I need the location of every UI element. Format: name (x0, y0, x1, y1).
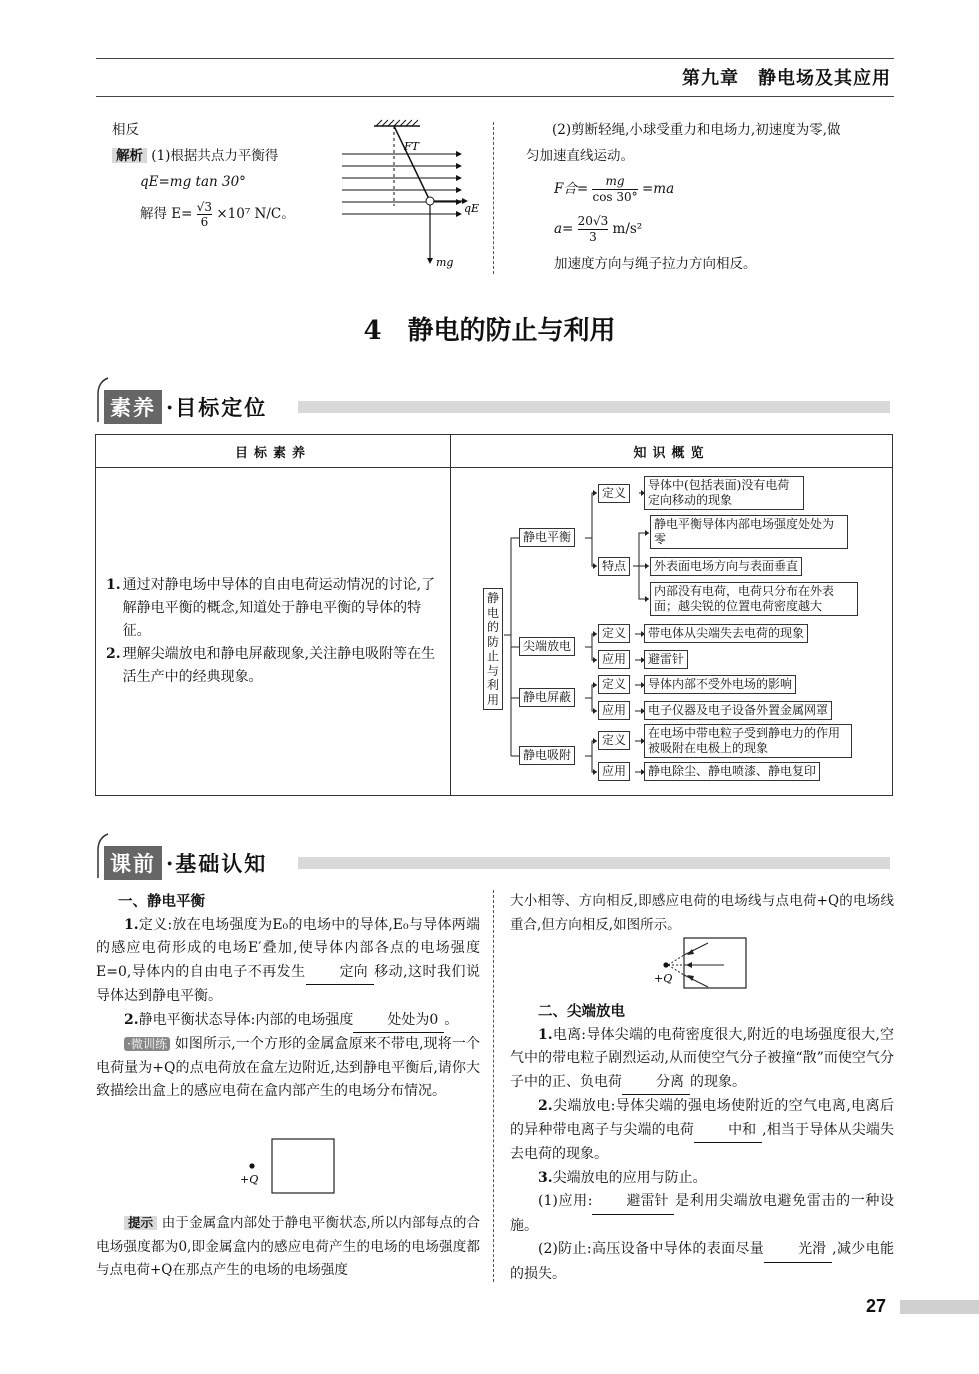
box-figure-left (236, 1136, 340, 1198)
mindmap-b4: 静电吸附 (519, 746, 575, 765)
section-heading-1: 一、静电平衡 (118, 893, 205, 910)
prev-right-eq2 (554, 214, 642, 245)
band1-tag: 素养 (104, 390, 162, 424)
force-diagram (330, 116, 490, 276)
goal-2-text: 理解尖端放电和静电屏蔽现象,关注静电吸附等在生活生产中的经典现象。 (122, 646, 436, 685)
mindmap-b1-f1: 静电平衡导体内部电场强度处处为零 (650, 515, 848, 549)
right-p5 (510, 1238, 894, 1286)
left-p1-blank: 定向 (306, 961, 374, 986)
chapter-title: 第九章 静电场及其应用 (682, 68, 891, 88)
header-top-rule (96, 58, 894, 59)
r3-den: cos 30° (592, 190, 638, 204)
mindmap-b2-def: 定义 (598, 624, 630, 643)
mindmap-b3: 静电屏蔽 (519, 688, 575, 707)
left-p1-num: 1. (124, 916, 139, 933)
prev-text-l1: 相反 (112, 122, 139, 138)
band2-text: ·基础认知 (166, 851, 268, 876)
hint-block (96, 1212, 480, 1283)
right-p4-b: 是利用尖端放电避免雷击的一种设施。 (510, 1193, 894, 1234)
right-top-text (510, 890, 894, 937)
left-p3-text: 如图所示,一个方形的金属盒原来不带电,现将一个电荷量为+Q的点电荷放在盒左边附近,达到静电平衡后,请你大致描绘出盒上的感应电荷在盒内部产生的电场分布情况。 (96, 1036, 480, 1099)
right-p3 (510, 1167, 894, 1191)
right-fig-q: +Q (654, 972, 673, 985)
mindmap-b1-def-text: 导体中(包括表面)没有电荷定向移动的现象 (644, 476, 804, 510)
goal-1-text: 通过对静电场中导体的自由电荷运动情况的讨论,了解静电平衡的概念,知道处于静电平衡的导体的特征。 (122, 577, 436, 639)
right-p3-text: 尖端放电的应用与防止。 (552, 1169, 707, 1186)
mindmap-b1-f2: 外表面电场方向与表面垂直 (650, 557, 802, 576)
goal-1-num: 1. (106, 577, 121, 593)
prev-analysis-line (112, 144, 278, 168)
left-column (96, 890, 480, 1104)
right-p1 (510, 1024, 894, 1096)
prev-result-b: ×10⁷ N/C。 (216, 206, 295, 222)
r4-den: 3 (589, 230, 597, 244)
right-p1-blank: 分离 (622, 1071, 690, 1096)
mindmap-b1-f3: 内部没有电荷，电荷只分布在外表面；越尖锐的位置电荷密度越大 (650, 582, 858, 616)
right-p1-a: 电离:导体尖端的电荷密度很大,附近的电场强度很大,空气中的带电粒子剧烈运动,从而使空气分子被撞“散”而使空气分子中的正、负电荷 (510, 1026, 894, 1090)
r4-num: 20√3 (577, 214, 609, 228)
r3-a: F合= (554, 181, 589, 197)
prev-right-l1: (2)剪断轻绳,小球受重力和电场力,初速度为零,做 (552, 122, 841, 138)
footer-bar (900, 1300, 979, 1314)
micro-training-tag: ·微训练 (124, 1037, 170, 1051)
header-bottom-rule (96, 96, 894, 97)
r3-fraction (592, 174, 637, 205)
mindmap-b4-def-text: 在电场中带电粒子受到静电力的作用被吸附在电极上的现象 (644, 724, 852, 758)
mg-label: mg (436, 256, 454, 269)
left-p2 (96, 1009, 480, 1034)
right-p2-blank: 中和 (694, 1119, 762, 1144)
r4-a: a= (554, 221, 574, 237)
left-p1 (96, 914, 480, 1009)
page-number: 27 (866, 1296, 887, 1316)
mindmap-b4-app-text: 静电除尘、静电喷漆、静电复印 (644, 762, 820, 781)
right-p1-b: 的现象。 (690, 1073, 746, 1090)
mindmap-b1-feat: 特点 (598, 557, 630, 576)
mindmap-b2-app: 应用 (598, 650, 630, 669)
prev-right-l5: 加速度方向与绳子拉力方向相反。 (554, 256, 757, 272)
mindmap-b3-def: 定义 (598, 675, 630, 694)
left-p2-a: 静电平衡状态导体:内部的电场强度 (138, 1011, 354, 1028)
analysis-tag: 解析 (112, 148, 147, 163)
mindmap-b1: 静电平衡 (519, 528, 575, 547)
prev-right-eq1 (554, 174, 674, 205)
left-p2-num: 2. (124, 1011, 139, 1028)
band2-tag: 课前 (104, 846, 162, 880)
goals-cell (96, 468, 451, 796)
goal-1 (106, 574, 442, 643)
prev-result-a: 解得 E= (140, 206, 193, 222)
prev-fraction (197, 200, 212, 229)
right-p5-a: (2)防止:高压设备中导体的表面尽量 (538, 1241, 765, 1257)
mindmap-b4-def: 定义 (598, 731, 630, 750)
right-p1-num: 1. (538, 1026, 553, 1043)
band1-text: ·目标定位 (166, 395, 268, 420)
right-p5-b: ,减少电能的损失。 (510, 1241, 894, 1282)
hint-paragraph (96, 1212, 480, 1283)
band1-bar (298, 401, 890, 413)
mindmap-b2-def-text: 带电体从尖端失去电荷的现象 (644, 624, 808, 643)
r4-fraction (578, 214, 609, 245)
mindmap-root: 静电的防止与利用 (483, 588, 503, 710)
hint-text: 由于金属盒内部处于静电平衡状态,所以内部每点的合电场强度都为0,即金属盒内的感应电荷产生的电场的电场强度都与点电荷+Q在那点产生的电场的电场强度 (96, 1215, 480, 1278)
left-p1-a: 定义:放在电场强度为E₀的电场中的导体,E₀与导体两端的感应电荷形成的电场E′叠加,使导体内部各点的电场强度E=0,导体内的自由电子不再发生 (96, 916, 480, 980)
right-p2-num: 2. (538, 1098, 553, 1114)
band2-bar (298, 857, 890, 869)
prev-equation: qE=mg tan 30° (140, 174, 246, 190)
right-p3-num: 3. (538, 1169, 553, 1186)
table-header-goals: 目标素养 (96, 435, 451, 468)
mindmap-b2: 尖端放电 (519, 637, 575, 656)
right-p4-blank: 避雷针 (592, 1190, 674, 1215)
prev-result (140, 200, 295, 229)
right-p0: 大小相等、方向相反,即感应电荷的电场线与点电荷+Q的电场线重合,但方向相反,如图所示。 (510, 893, 894, 933)
right-p5-blank: 光滑 (764, 1238, 832, 1263)
mindmap-b4-app: 应用 (598, 762, 630, 781)
r3-b: =ma (641, 181, 675, 197)
lesson-title: 4 静电的防止与利用 (363, 316, 616, 346)
left-p1-b: 移动,这时我们说导体达到静电平衡。 (96, 963, 481, 1004)
prev-text-l2: (1)根据共点力平衡得 (151, 148, 279, 164)
right-p4 (510, 1190, 894, 1238)
right-column (510, 1000, 894, 1286)
mindmap-b2-app-text: 避雷针 (644, 650, 688, 669)
left-p3 (96, 1033, 480, 1104)
table-header-overview: 知识概览 (451, 435, 893, 468)
hint-tag: 提示 (124, 1216, 157, 1230)
column-divider (493, 890, 494, 1282)
box-figure-right (648, 935, 750, 991)
column-divider-top (493, 122, 494, 274)
prev-frac-num: √3 (196, 200, 213, 214)
right-p2-b: ,相当于导体从尖端失去电荷的现象。 (510, 1121, 895, 1162)
qe-label: qE (464, 202, 480, 215)
section-heading-2: 二、尖端放电 (538, 1003, 625, 1020)
r3-num: mg (592, 174, 637, 190)
r4-b: m/s² (612, 221, 643, 237)
right-p2-a: 尖端放电:导体尖端的强电场使附近的空气电离,电离后的异种带电离子与尖端的电荷 (510, 1098, 894, 1138)
mindmap-b3-def-text: 导体内部不受外电场的影响 (644, 675, 796, 694)
goal-2 (106, 643, 442, 689)
prev-right-l2: 匀加速直线运动。 (526, 148, 634, 164)
mindmap-b3-app: 应用 (598, 701, 630, 720)
mindmap-b1-def: 定义 (598, 484, 630, 503)
mindmap-b3-app-text: 电子仪器及电子设备外置金属网罩 (644, 701, 832, 720)
left-p2-b: 。 (444, 1011, 459, 1028)
goal-2-num: 2. (106, 646, 121, 662)
left-fig-q: +Q (240, 1173, 259, 1186)
left-p2-blank: 处处为0 (353, 1009, 444, 1034)
right-p2 (510, 1095, 894, 1167)
ft-label: FT (404, 140, 419, 153)
right-p4-a: (1)应用: (538, 1193, 593, 1209)
prev-frac-den: 6 (200, 215, 209, 229)
